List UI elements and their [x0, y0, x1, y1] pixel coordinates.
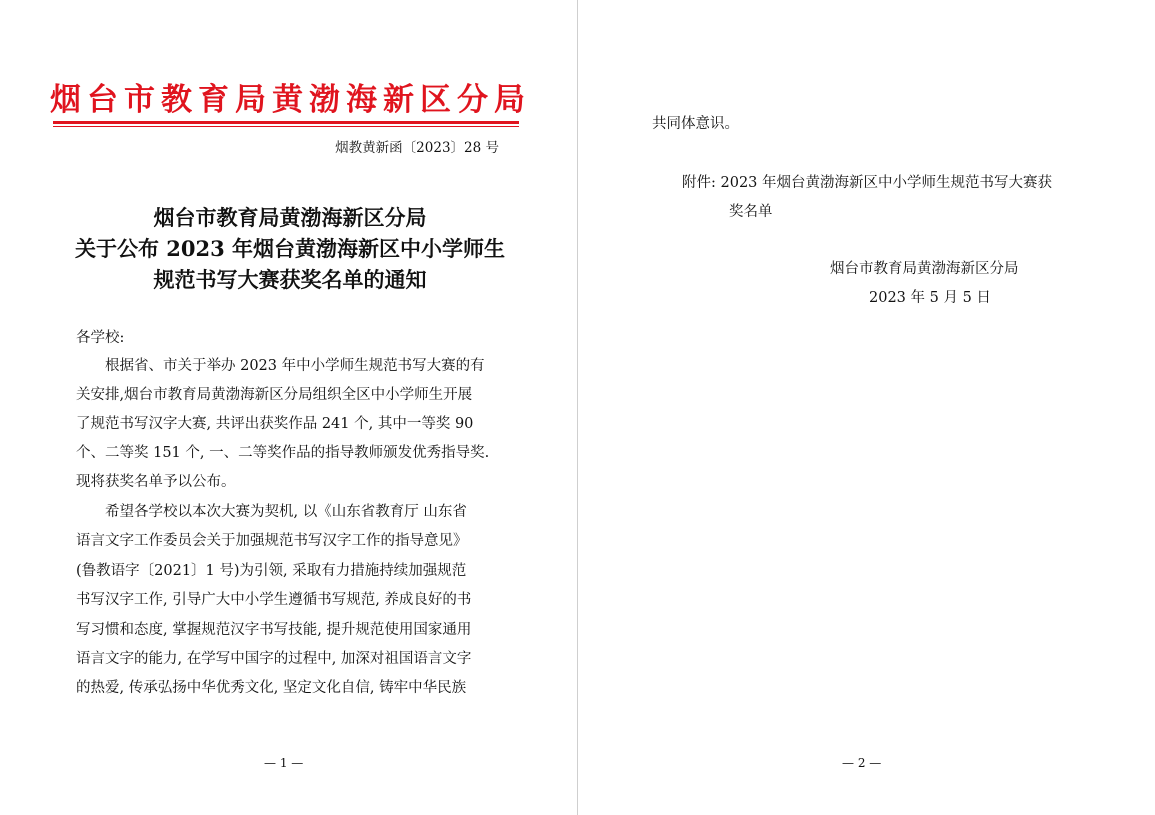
title-line-2: 关于公布 2023 年烟台黄渤海新区中小学师生: [74, 236, 506, 261]
title-line-1: 烟台市教育局黄渤海新区分局: [153, 205, 427, 230]
body-line: 现将获奖名单予以公布。: [76, 474, 236, 490]
attachment-line: 奖名单: [729, 204, 773, 220]
body-line: (鲁教语字〔2021〕1 号)为引领, 采取有力措施持续加强规范: [76, 563, 467, 579]
attachment-line: 附件: 2023 年烟台黄渤海新区中小学师生规范书写大赛获: [682, 175, 1053, 191]
signature-organization: 烟台市教育局黄渤海新区分局: [830, 261, 1019, 277]
letterhead-red-rule-thin: [53, 126, 519, 127]
letterhead: 烟台市教育局黄渤海新区分局: [50, 82, 531, 118]
body-line: 书写汉字工作, 引导广大中小学生遵循书写规范, 养成良好的书: [76, 592, 472, 608]
body-line: 写习惯和态度, 掌握规范汉字书写技能, 提升规范使用国家通用: [76, 622, 472, 638]
body-line: 的热爱, 传承弘扬中华优秀文化, 坚定文化自信, 铸牢中华民族: [76, 680, 467, 696]
document-number: 烟教黄新函〔2023〕28 号: [335, 140, 499, 156]
page-number: — 2 —: [842, 756, 882, 770]
body-line: 希望各学校以本次大赛为契机, 以《山东省教育厅 山东省: [105, 504, 467, 520]
signature-date: 2023 年 5 月 5 日: [869, 290, 991, 306]
document-title: [60, 202, 520, 295]
body-line: 关安排,烟台市教育局黄渤海新区分局组织全区中小学师生开展: [76, 387, 473, 403]
body-line: 个、二等奖 151 个, 一、二等奖作品的指导教师颁发优秀指导奖.: [76, 445, 490, 461]
body-continuation: 共同体意识。: [652, 116, 739, 132]
title-line-3: 规范书写大赛获奖名单的通知: [153, 267, 427, 292]
salutation: 各学校:: [76, 330, 125, 346]
body-line: 了规范书写汉字大赛, 共评出获奖作品 241 个, 其中一等奖 90: [76, 416, 474, 432]
page-2: [578, 0, 1155, 815]
body-line: 语言文字的能力, 在学写中国字的过程中, 加深对祖国语言文字: [76, 651, 472, 667]
body-line: 语言文字工作委员会关于加强规范书写汉字工作的指导意见》: [76, 533, 468, 549]
letterhead-red-rule-thick: [53, 121, 519, 124]
body-line: 根据省、市关于举办 2023 年中小学师生规范书写大赛的有: [105, 358, 485, 374]
page-1: [0, 0, 577, 815]
page-number: — 1 —: [264, 756, 304, 770]
